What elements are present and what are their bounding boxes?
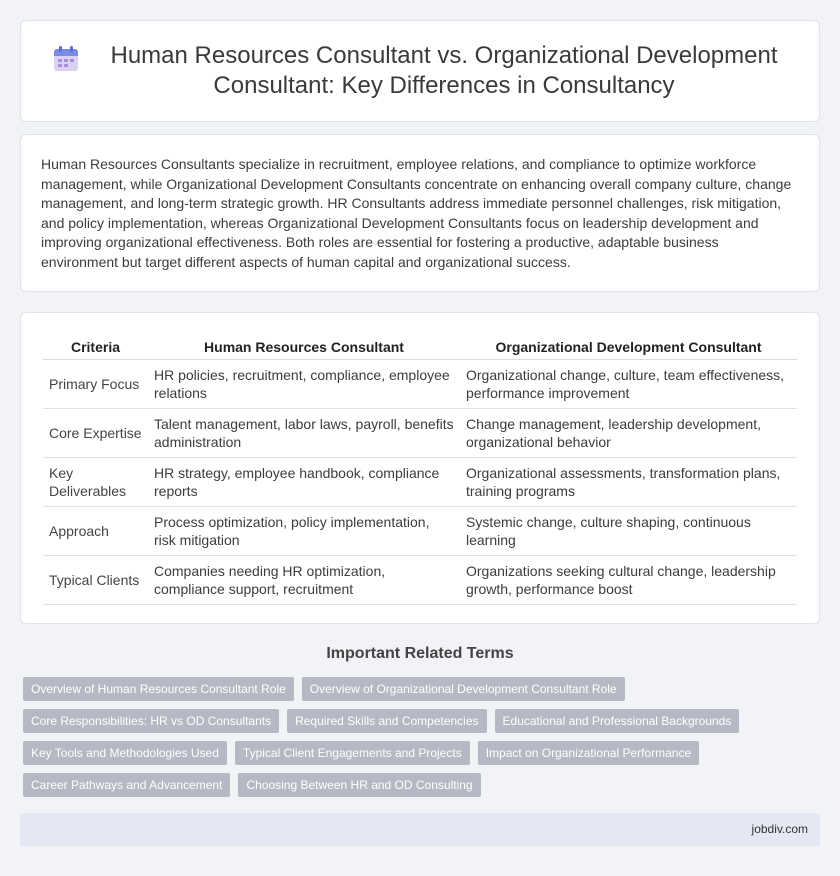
related-term-link[interactable]: Core Responsibilities: HR vs OD Consultants	[23, 709, 279, 733]
row-criteria: Key Deliverables	[43, 457, 148, 506]
header-inner	[21, 21, 819, 121]
row-hr-value: HR policies, recruitment, compliance, employee relations	[148, 359, 460, 408]
related-terms-title: Important Related Terms	[326, 645, 514, 662]
related-terms-tags	[23, 677, 813, 805]
row-hr-value: Process optimization, policy implementation, risk mitigation	[148, 506, 460, 555]
header-hr-consultant: Human Resources Consultant	[148, 335, 460, 359]
related-term-link[interactable]: Overview of Human Resources Consultant Role	[23, 677, 294, 701]
row-hr-value: HR strategy, employee handbook, compliance reports	[148, 457, 460, 506]
related-term-link[interactable]: Choosing Between HR and OD Consulting	[238, 773, 480, 797]
row-criteria: Core Expertise	[43, 408, 148, 457]
row-criteria: Typical Clients	[43, 555, 148, 604]
related-term-link[interactable]: Typical Client Engagements and Projects	[235, 741, 470, 765]
footer-site-link[interactable]: jobdiv.com	[751, 822, 808, 836]
intro-paragraph: Human Resources Consultants specialize in recruitment, employee relations, and compliance to optimize workforce management, while Organizational Development Consultants concentrate on enhancing overall company culture, change management, and long-term strategic growth. HR Consultants address immediate personnel challenges, risk mitigation, and policy implementation, whereas Organizational Development Consultants focus on leadership development and improving organizational effectiveness. Both roles are essential for fostering a productive, adaptable business environment but target different aspects of human capital and organizational success.	[41, 156, 792, 270]
related-term-link[interactable]: Key Tools and Methodologies Used	[23, 741, 227, 765]
page-title: Human Resources Consultant vs. Organizational Development Consultant: Key Differences in Consultancy	[110, 42, 778, 99]
row-od-value: Organizational assessments, transformation plans, training programs	[460, 457, 797, 506]
calendar-icon	[51, 44, 81, 74]
related-term-link[interactable]: Overview of Organizational Development Consultant Role	[302, 677, 625, 701]
table-row	[43, 457, 797, 506]
header-card	[20, 20, 820, 122]
table-header-row	[43, 335, 797, 359]
related-term-link[interactable]: Required Skills and Competencies	[287, 709, 486, 733]
comparison-table-card	[20, 312, 820, 624]
table-row	[43, 506, 797, 555]
row-od-value: Organizational change, culture, team effectiveness, performance improvement	[460, 359, 797, 408]
row-hr-value: Companies needing HR optimization, compliance support, recruitment	[148, 555, 460, 604]
row-od-value: Change management, leadership development, organizational behavior	[460, 408, 797, 457]
row-criteria: Approach	[43, 506, 148, 555]
related-term-link[interactable]: Impact on Organizational Performance	[478, 741, 699, 765]
intro-card	[20, 134, 820, 292]
comparison-table	[43, 335, 797, 605]
row-criteria: Primary Focus	[43, 359, 148, 408]
table-row	[43, 359, 797, 408]
table-row	[43, 555, 797, 604]
row-od-value: Systemic change, culture shaping, continuous learning	[460, 506, 797, 555]
row-hr-value: Talent management, labor laws, payroll, benefits administration	[148, 408, 460, 457]
table-row	[43, 408, 797, 457]
footer	[20, 813, 820, 846]
related-term-link[interactable]: Career Pathways and Advancement	[23, 773, 230, 797]
header-criteria: Criteria	[43, 335, 148, 359]
related-term-link[interactable]: Educational and Professional Backgrounds	[495, 709, 740, 733]
header-od-consultant: Organizational Development Consultant	[460, 335, 797, 359]
row-od-value: Organizations seeking cultural change, leadership growth, performance boost	[460, 555, 797, 604]
